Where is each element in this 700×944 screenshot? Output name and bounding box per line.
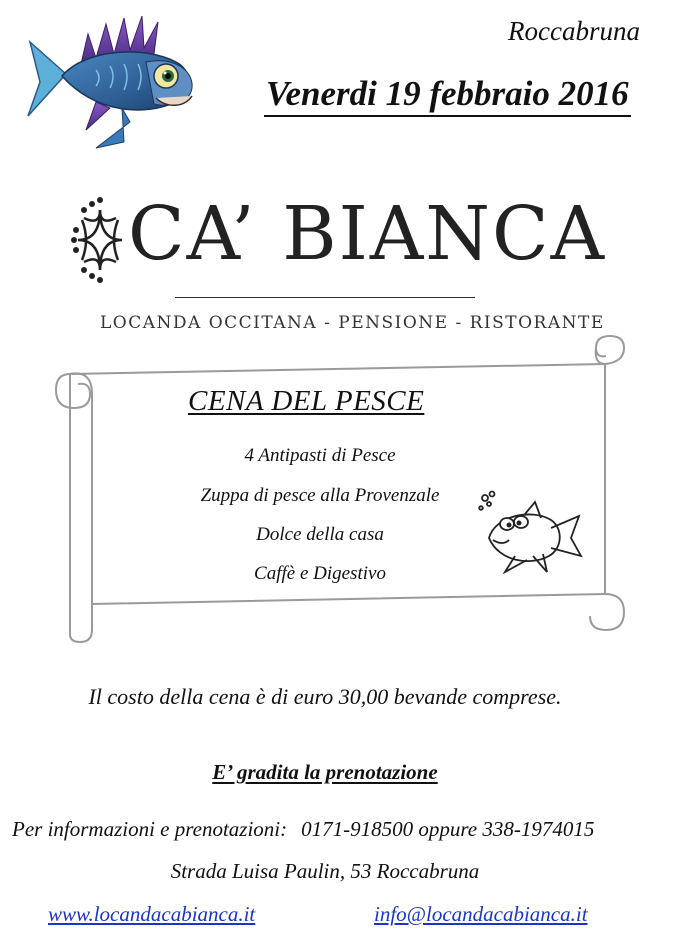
contact-label: Per informazioni e prenotazioni: — [12, 817, 288, 841]
address: Strada Luisa Paulin, 53 Roccabruna — [170, 859, 480, 883]
contact-phones: 0171-918500 oppure 338-1974015 — [301, 817, 595, 841]
restaurant-subtitle: LOCANDA OCCITANA - PENSIONE - RISTORANTE — [100, 313, 605, 333]
cartoon-fish-icon — [475, 490, 585, 578]
occitan-cross-logo — [70, 192, 130, 292]
fish-illustration — [26, 12, 196, 154]
restaurant-name: CA’ BIANCA — [128, 191, 607, 277]
menu-title: CENA DEL PESCE — [188, 385, 425, 417]
menu-item: Dolce della casa — [256, 524, 384, 545]
website-link[interactable]: www.locandacabianca.it — [48, 902, 256, 926]
logo-divider — [175, 297, 475, 298]
contact-info — [12, 817, 594, 842]
email-link[interactable]: info@locandacabianca.it — [374, 902, 588, 926]
town-name: Roccabruna — [508, 16, 640, 46]
event-date: Venerdi 19 febbraio 2016 — [264, 74, 631, 117]
booking-note: E’ gradita la prenotazione — [212, 760, 438, 784]
menu-item: Zuppa di pesce alla Provenzale — [200, 485, 440, 506]
dinner-cost: Il costo della cena è di euro 30,00 bevande comprese. — [88, 684, 562, 709]
menu-item: Caffè e Digestivo — [254, 563, 386, 584]
menu-item: 4 Antipasti di Pesce — [244, 445, 396, 466]
